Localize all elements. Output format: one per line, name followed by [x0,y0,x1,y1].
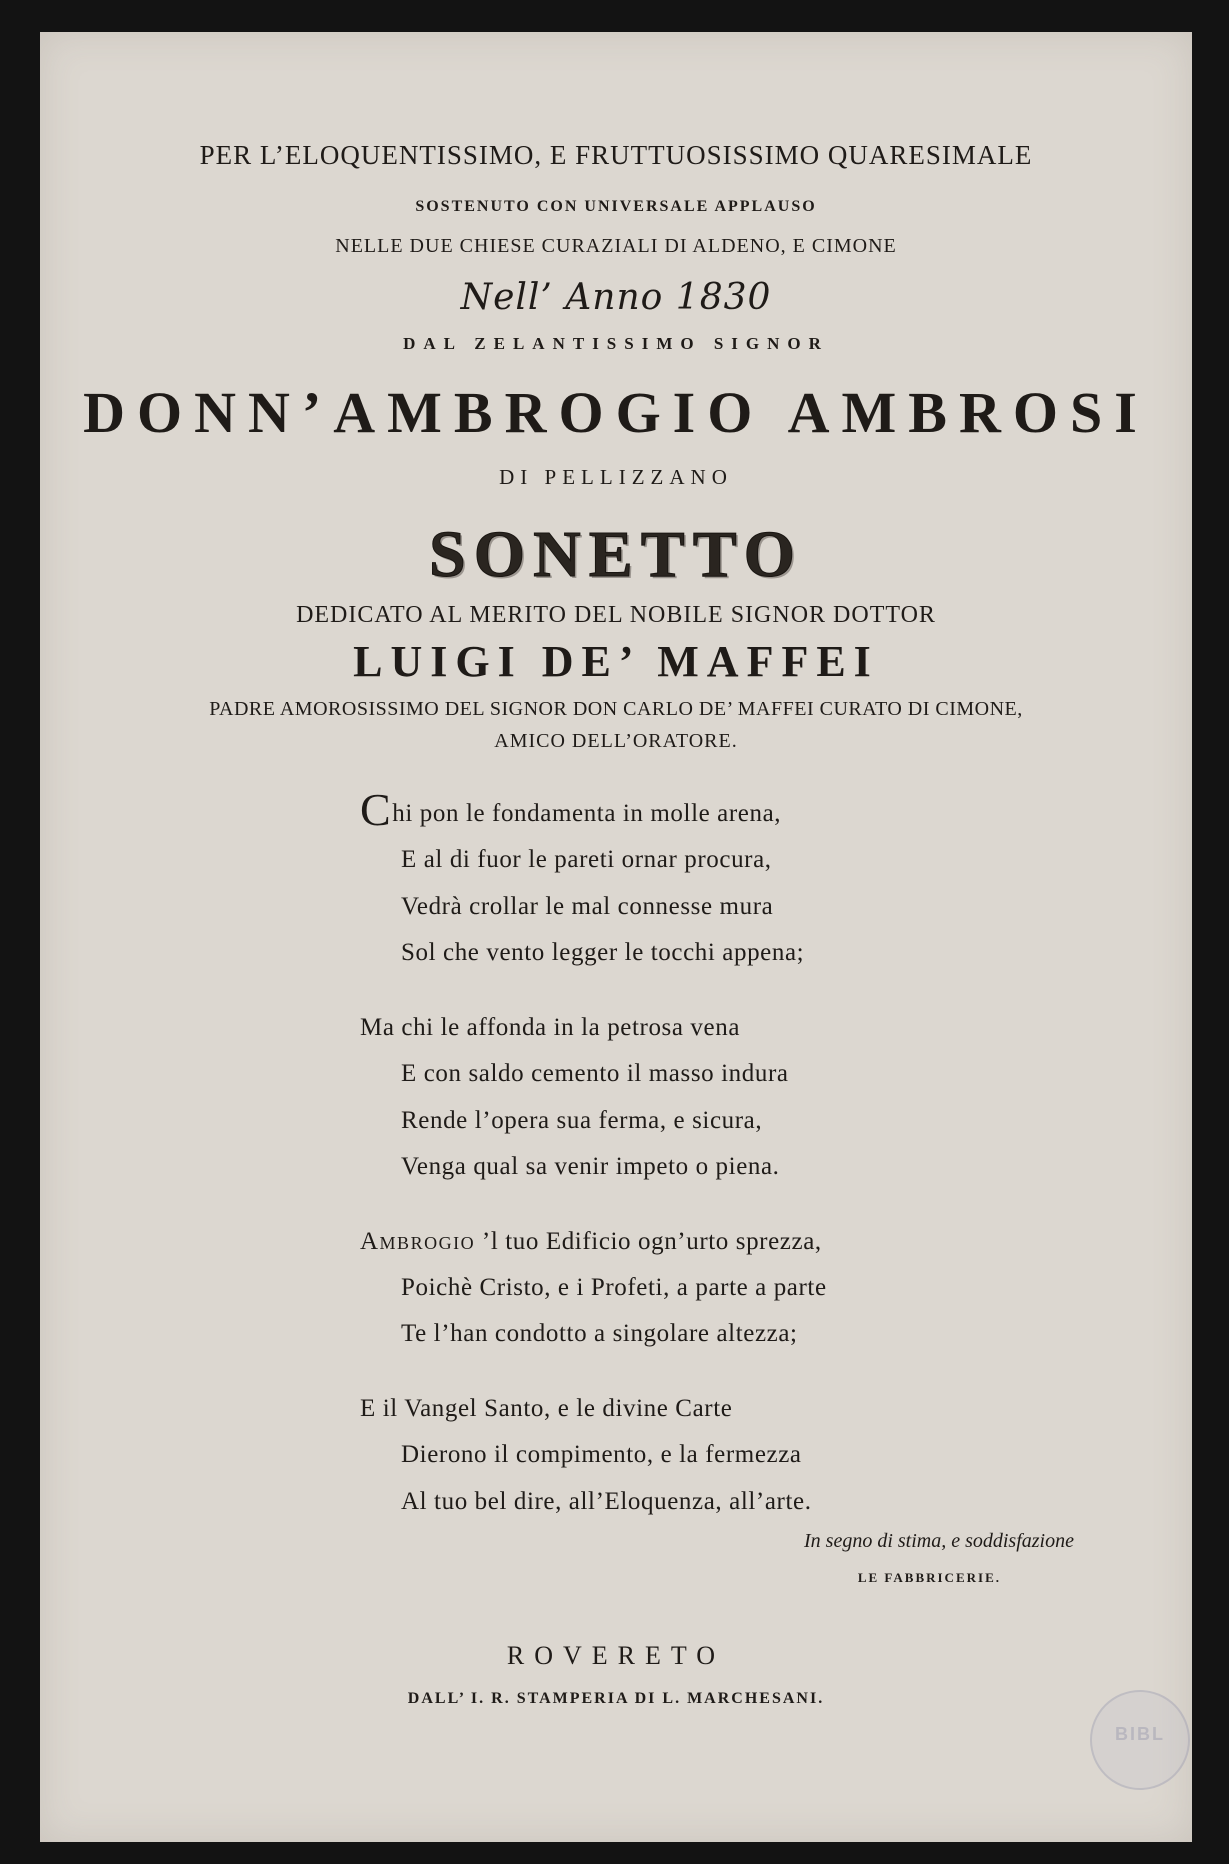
poem-line: E con saldo cemento il masso indura [401,1060,789,1087]
poem-line-text: hi pon le fondamenta in molle arena, [392,800,782,827]
poem-line: Te l’han condotto a singolare altezza; [401,1320,798,1347]
poem-line: Sol che vento legger le tocchi appena; [401,939,805,966]
sonnet-title: SONETTO [429,518,803,591]
poem-line: E al di fuor le pareti ornar procura, [401,846,772,873]
poem-smallcaps: Ambrogio [360,1228,476,1255]
poem-line-text: ’l tuo Edificio ogn’urto sprezza, [475,1228,822,1255]
heading-line-3: NELLE DUE CHIESE CURAZIALI DI ALDENO, E CIMONE [335,235,897,257]
dedication-line-1: DEDICATO AL MERITO DEL NOBILE SIGNOR DOTTOR [296,602,936,628]
poem-line: Rende l’opera sua ferma, e sicura, [401,1107,763,1134]
dedication-line-3: PADRE AMOROSISSIMO DEL SIGNOR DON CARLO DE’ MAFFEI CURATO DI CIMONE, [209,698,1023,720]
poem-line: Vedrà crollar le mal connesse mura [401,893,774,920]
closing-dedication: In segno di stima, e soddisfazione [804,1530,1074,1552]
poem-line: Poichè Cristo, e i Profeti, a parte a parte [401,1274,827,1301]
stamp-text: BIBL [1115,1724,1165,1744]
poem-line: Dierono il compimento, e la fermezza [401,1441,802,1468]
heading-line-1: PER L’ELOQUENTISSIMO, E FRUTTUOSISSIMO QUARESIMALE [199,140,1033,170]
dedicatee-name: LUIGI DE’ MAFFEI [353,637,879,686]
year-line: Nell’ Anno 1830 [460,277,772,318]
poem-line: Al tuo bel dire, all’Eloquenza, all’arte. [401,1488,812,1515]
heading-line-5: DAL ZELANTISSIMO SIGNOR [403,334,829,353]
imprint-printer: DALL’ I. R. STAMPERIA DI L. MARCHESANI. [407,1690,825,1707]
dedication-line-4: AMICO DELL’ORATORE. [494,730,738,752]
signatory: LE FABBRICERIE. [857,1570,1001,1585]
poem-line: Ma chi le affonda in la petrosa vena [360,1014,741,1041]
poem-line: Venga qual sa venir impeto o piena. [401,1153,780,1180]
broadside-sheet [40,32,1192,1842]
imprint-city: ROVERETO [506,1641,726,1670]
heading-line-2: SOSTENUTO CON UNIVERSALE APPLAUSO [415,198,817,215]
poem-line: E il Vangel Santo, e le divine Carte [360,1395,733,1422]
preacher-name: DONN’AMBROGIO AMBROSI [83,380,1149,445]
poem-line [360,784,782,835]
dropcap: C [360,784,392,835]
poem-line [360,1228,822,1256]
library-stamp-icon [1090,1690,1190,1790]
preacher-origin: DI PELLIZZANO [499,465,733,489]
